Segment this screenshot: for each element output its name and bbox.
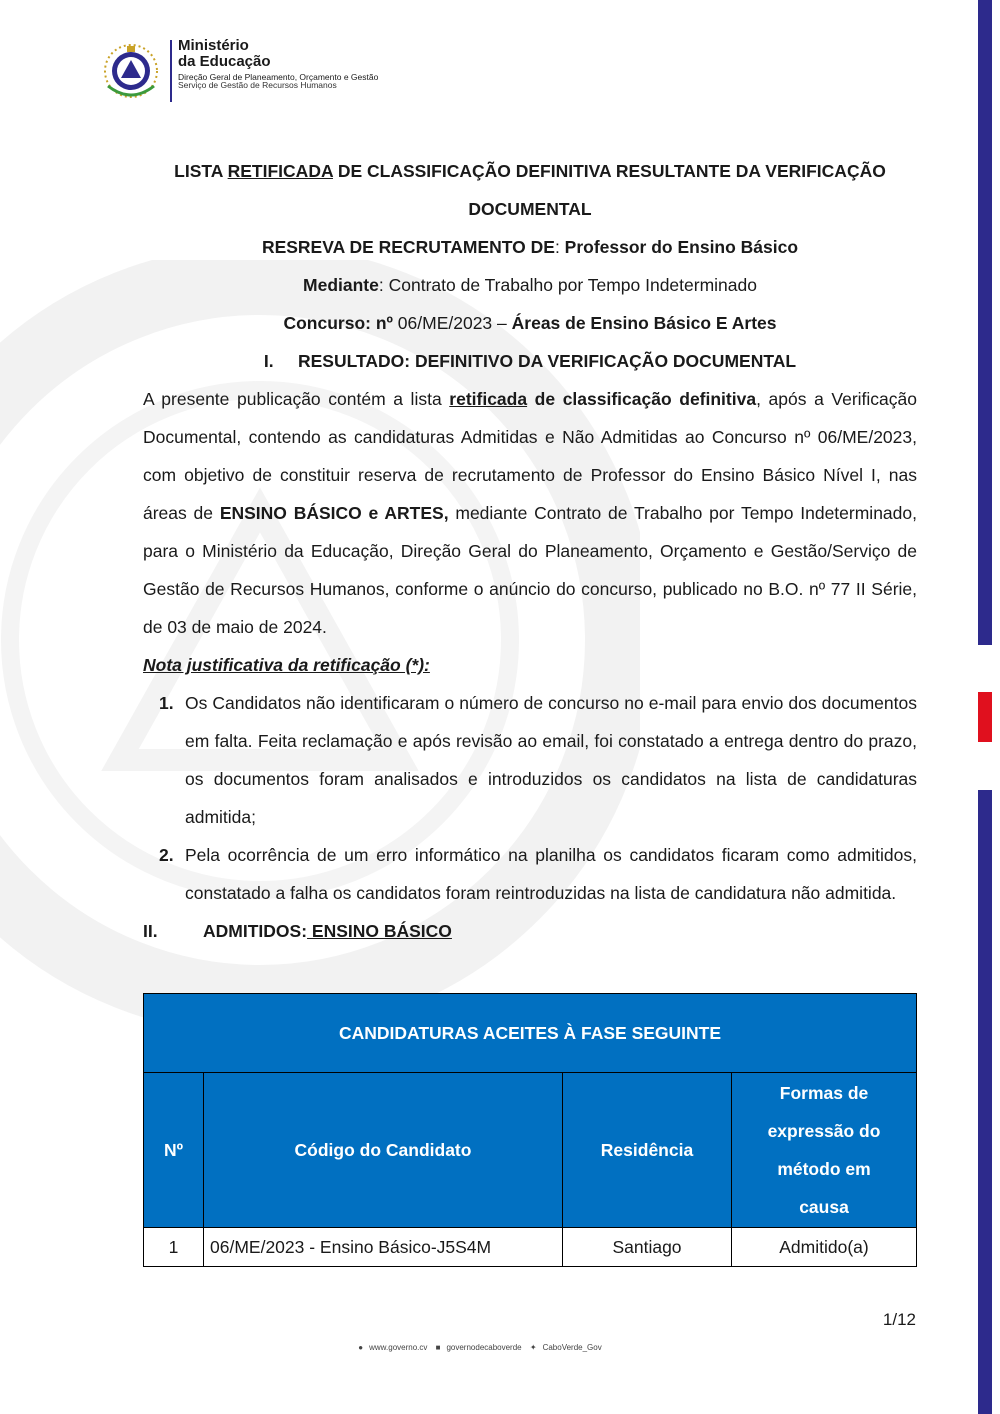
list-item-text: Os Candidatos não identificaram o número de concurso no e-mail para envio dos documentos em falta. Feita reclamação e após revisão ao email, foi constatado a entrega dentro do prazo, os documentos foram analisados e introduzidos os candidatos na lista de candidaturas admitida; (185, 693, 917, 827)
nota-list (143, 684, 917, 912)
cell-no: 1 (144, 1228, 204, 1267)
paragraph-retificada: retificada (449, 389, 528, 409)
nota-heading: Nota justificativa da retificação (*): (143, 655, 430, 675)
page-footer (0, 1343, 960, 1352)
paragraph-start: A presente publicação contém a lista (143, 389, 450, 409)
column-header-residence: Residência (563, 1073, 732, 1228)
footer-website[interactable]: www.governo.cv (369, 1343, 428, 1352)
reserva-label: RESREVA DE RECRUTAMENTO DE (261, 237, 555, 257)
list-item (143, 836, 917, 912)
list-item-number: 1. (159, 693, 174, 713)
concurso-label: Concurso: nº (283, 313, 393, 333)
section2-roman: II. (143, 921, 158, 941)
column-header-forma: Formas de expressão do método em causa (732, 1073, 917, 1228)
column-header-code: Código do Candidato (204, 1073, 563, 1228)
section1-paragraph (143, 380, 917, 646)
document-body (143, 152, 917, 950)
twitter-icon: ✦ (529, 1343, 537, 1352)
list-item-text: Pela ocorrência de um erro informático na planilha os candidatos ficaram como admitidos, constatado a falha os candidatos foram reintroduzidas na lista de candidatura não admitida. (185, 845, 917, 903)
title-part1: LISTA (174, 161, 228, 181)
paragraph-bold: de classificação definitiva (527, 389, 757, 409)
table-row (144, 1228, 917, 1267)
department-line1: Direção Geral de Planeamento, Orçamento e Gestão (178, 71, 379, 82)
list-item (143, 684, 917, 836)
concurso-line (143, 304, 917, 342)
side-bar-red (978, 692, 992, 742)
coat-of-arms-logo (96, 38, 166, 108)
section2-label: ADMITIDOS: (203, 921, 308, 941)
footer-twitter[interactable]: CaboVerde_Gov (542, 1343, 602, 1352)
cell-status: Admitido(a) (732, 1228, 917, 1267)
concurso-areas: Áreas de Ensino Básico E Artes (511, 313, 777, 333)
cell-residence: Santiago (563, 1228, 732, 1267)
paragraph-mid: , após a Verificação Documental, contendo as candidaturas Admitidas e Não Admitidas ao Concurso nº 06/ME/2023, com objetivo de constituir reserva de recrutamento de Professor do Ensino Básico Nível I, nas áreas de (143, 389, 917, 523)
footer-facebook[interactable]: governodecaboverde (446, 1343, 522, 1352)
paragraph-end: mediante Contrato de Trabalho por Tempo Indeterminado, para o Ministério da Educação, Direção Geral do Planeamento, Orçamento e Gestão/Serviço de Gestão de Recursos Humanos, conforme o anúncio do concurso, publicado no B.O. nº 77 II Série, de 03 de maio de 2024. (143, 503, 917, 637)
page-number: 1/12 (882, 1310, 916, 1329)
document-title (143, 152, 917, 190)
section1-title: RESULTADO: DEFINITIVO DA VERIFICAÇÃO DOCUMENTAL (297, 351, 797, 371)
document-title-line2: DOCUMENTAL (468, 199, 592, 219)
section2-title: ENSINO BÁSICO (307, 921, 452, 941)
reserva-line: RESREVA DE RECRUTAMENTO DE: Professor do Ensino Básico (261, 237, 799, 257)
concurso-number: 06/ME/2023 – (392, 313, 512, 333)
side-bar-blue-top (978, 0, 992, 645)
section1-heading (143, 342, 917, 380)
admitidos-table (143, 993, 917, 1267)
globe-icon: ● (358, 1343, 364, 1352)
mediante-value: : Contrato de Trabalho por Tempo Indeterminado (378, 275, 757, 295)
mediante-label: Mediante (303, 275, 379, 295)
paragraph-areas: ENSINO BÁSICO e ARTES, (219, 503, 449, 523)
mediante-line (143, 266, 917, 304)
facebook-icon: ■ (435, 1343, 441, 1352)
table-caption: CANDIDATURAS ACEITES À FASE SEGUINTE (144, 994, 917, 1073)
department-line2: Serviço de Gestão de Recursos Humanos (178, 80, 337, 91)
list-item-number: 2. (159, 845, 174, 865)
header-divider (170, 40, 172, 102)
section2-heading (143, 912, 917, 950)
title-retificada: RETIFICADA (227, 161, 333, 181)
cell-code: 06/ME/2023 - Ensino Básico-J5S4M (204, 1228, 563, 1267)
page-header (96, 38, 378, 108)
title-part2: DE CLASSIFICAÇÃO DEFINITIVA RESULTANTE DA VERIFICAÇÃO (332, 161, 886, 181)
section1-roman: I. (263, 351, 274, 371)
ministry-name-line2: da Educação (178, 52, 271, 70)
header-text (178, 38, 378, 90)
column-header-no: Nº (144, 1073, 204, 1228)
side-bar-blue-bottom (978, 790, 992, 1414)
ministry-name-line1: Ministério (178, 37, 249, 54)
reserva-value: Professor do Ensino Básico (564, 237, 799, 257)
